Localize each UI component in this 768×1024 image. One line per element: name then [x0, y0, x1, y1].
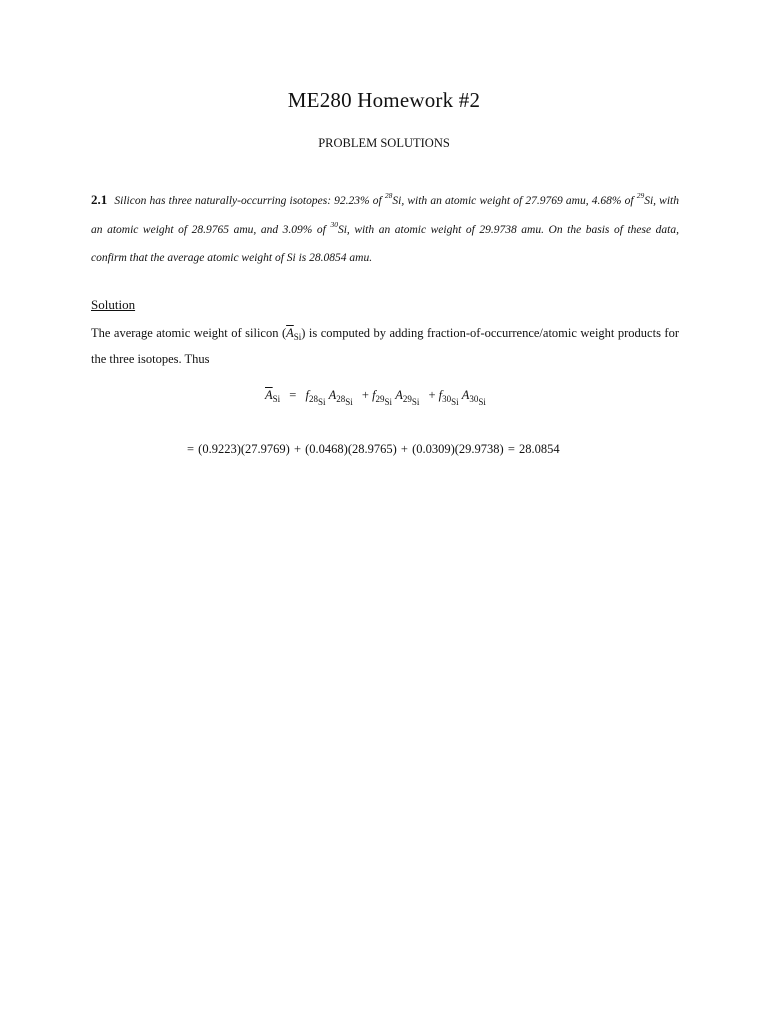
numeric-equation: = (0.9223)(27.9769) + (0.0468)(28.9765) + (0.0309)(29.9738) = 28.0854 — [187, 442, 560, 456]
isotope-29-mass: 29 — [636, 191, 645, 200]
solution-paragraph: The average atomic weight of silicon $(\overline{A}_{Si})$ is computed by adding fraction-of-occurrence/atomic weight products for the three isotopes. Thus — [91, 326, 679, 366]
page-subtitle: PROBLEM SOLUTIONS — [318, 136, 450, 150]
solution-heading: Solution — [91, 297, 136, 312]
problem-number: 2.1 — [91, 192, 108, 207]
page-title: ME280 Homework #2 — [287, 88, 481, 112]
isotope-30-mass: 30 — [330, 219, 338, 229]
avg-atomic-weight-symbol: $\overline{A}$ — [286, 326, 294, 340]
problem-statement — [91, 186, 679, 273]
problem-text: Silicon has three naturally-occurring isotopes: 92.23% of $^{28}$Si, with an atomic weight of 27.9769 amu, 4.68% of $^{29}$Si, with an atomic weight of 28.9765 amu, and 3.09% of $^{30}$Si, with an atomic weight of 29.9738 amu. On the basis of these data, confirm that the average atomic weight of Si is 28.0854 amu. — [91, 191, 679, 264]
isotope-28-mass: 28 — [384, 191, 393, 200]
symbolic-equation: $\overline{A}_{Si} = f_{28Si}$ $A_{28Si} + f_{29Si}$ $A_{29Si} + f_{30Si}$ $A_{30Si}$ — [265, 388, 486, 407]
